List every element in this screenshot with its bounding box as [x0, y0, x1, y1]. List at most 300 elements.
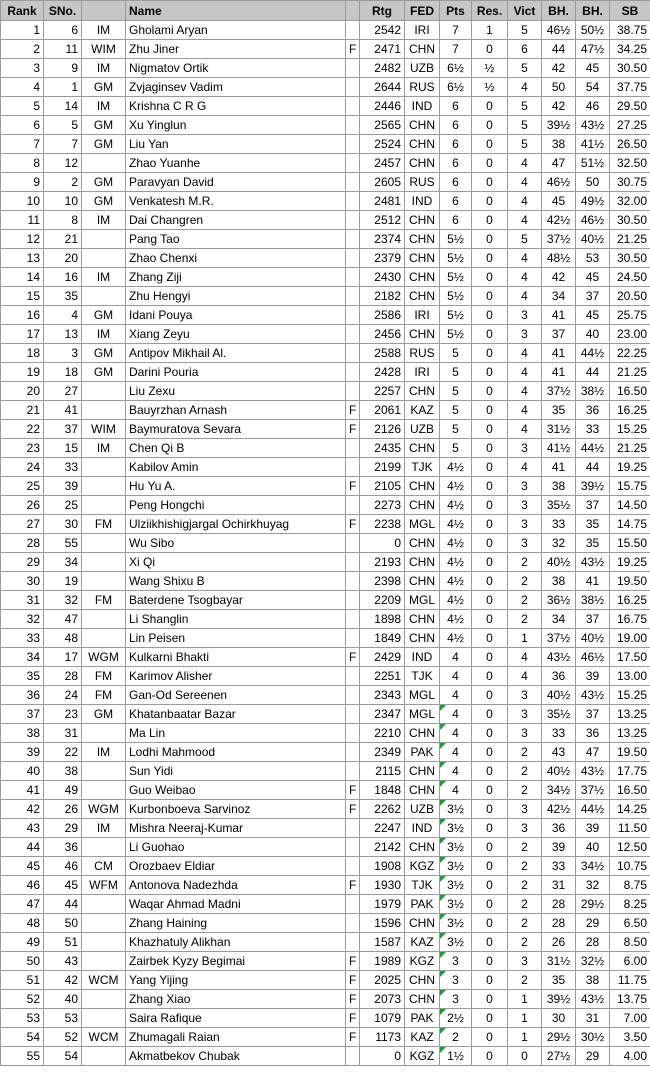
federation-cell: RUS [405, 173, 440, 192]
buchholz-2-cell: 30½ [576, 1028, 610, 1047]
buchholz-2-cell: 39½ [576, 477, 610, 496]
rank-cell: 52 [1, 990, 44, 1009]
federation-cell: CHN [405, 496, 440, 515]
buchholz-1-cell: 32 [542, 534, 576, 553]
sex-cell [346, 629, 360, 648]
victories-cell: 1 [508, 629, 542, 648]
sex-cell [346, 762, 360, 781]
start-number-cell: 30 [44, 515, 82, 534]
start-number-cell: 3 [44, 344, 82, 363]
points-cell: 3½ [440, 914, 472, 933]
start-number-cell: 51 [44, 933, 82, 952]
victories-cell: 4 [508, 344, 542, 363]
victories-cell: 2 [508, 857, 542, 876]
victories-cell: 4 [508, 211, 542, 230]
buchholz-2-cell: 50 [576, 173, 610, 192]
points-cell: 4½ [440, 496, 472, 515]
rating-cell: 2605 [360, 173, 405, 192]
title-cell: WFM [82, 876, 126, 895]
table-row [1, 306, 650, 325]
table-row [1, 705, 650, 724]
start-number-cell: 13 [44, 325, 82, 344]
table-row [1, 420, 650, 439]
start-number-cell: 38 [44, 762, 82, 781]
buchholz-1-cell: 34½ [542, 781, 576, 800]
points-cell: 5 [440, 401, 472, 420]
rank-cell: 43 [1, 819, 44, 838]
buchholz-1-cell: 35½ [542, 496, 576, 515]
result-cell: 0 [472, 116, 508, 135]
sb-cell: 4.00 [610, 1047, 650, 1066]
buchholz-2-cell: 44½ [576, 800, 610, 819]
sex-cell [346, 268, 360, 287]
start-number-cell: 12 [44, 154, 82, 173]
sex-cell [346, 724, 360, 743]
title-cell [82, 553, 126, 572]
federation-cell: MGL [405, 591, 440, 610]
buchholz-1-cell: 38 [542, 135, 576, 154]
rating-cell: 1587 [360, 933, 405, 952]
rating-cell: 0 [360, 1047, 405, 1066]
title-cell: WCM [82, 1028, 126, 1047]
federation-cell: CHN [405, 724, 440, 743]
rating-cell: 1908 [360, 857, 405, 876]
player-name-cell: Paravyan David [126, 173, 346, 192]
start-number-cell: 14 [44, 97, 82, 116]
title-cell: FM [82, 591, 126, 610]
buchholz-2-cell: 34½ [576, 857, 610, 876]
header-row [1, 1, 650, 21]
title-cell: FM [82, 515, 126, 534]
buchholz-2-cell: 32 [576, 876, 610, 895]
points-cell: 3½ [440, 819, 472, 838]
rank-cell: 37 [1, 705, 44, 724]
buchholz-1-cell: 34 [542, 287, 576, 306]
sex-cell [346, 59, 360, 78]
rank-cell: 18 [1, 344, 44, 363]
points-cell: 4½ [440, 553, 472, 572]
rating-cell: 1979 [360, 895, 405, 914]
buchholz-2-cell: 46 [576, 97, 610, 116]
result-cell: 0 [472, 800, 508, 819]
header-sno: SNo. [44, 1, 82, 21]
buchholz-2-cell: 43½ [576, 116, 610, 135]
buchholz-1-cell: 39½ [542, 116, 576, 135]
buchholz-2-cell: 49½ [576, 192, 610, 211]
result-cell: 0 [472, 515, 508, 534]
victories-cell: 2 [508, 971, 542, 990]
title-cell: IM [82, 268, 126, 287]
table-row [1, 192, 650, 211]
table-row [1, 496, 650, 515]
sex-cell [346, 325, 360, 344]
table-row [1, 933, 650, 952]
buchholz-1-cell: 31 [542, 876, 576, 895]
player-name-cell: Kurbonboeva Sarvinoz [126, 800, 346, 819]
table-row [1, 819, 650, 838]
rank-cell: 12 [1, 230, 44, 249]
player-name-cell: Lin Peisen [126, 629, 346, 648]
start-number-cell: 23 [44, 705, 82, 724]
sex-cell [346, 211, 360, 230]
sb-cell: 14.75 [610, 515, 650, 534]
rank-cell: 31 [1, 591, 44, 610]
points-cell: 6 [440, 211, 472, 230]
sex-cell [346, 135, 360, 154]
table-row [1, 173, 650, 192]
rank-cell: 41 [1, 781, 44, 800]
points-cell: 5 [440, 344, 472, 363]
player-name-cell: Gan-Od Sereenen [126, 686, 346, 705]
result-cell: 0 [472, 135, 508, 154]
buchholz-2-cell: 29 [576, 914, 610, 933]
victories-cell: 3 [508, 800, 542, 819]
sb-cell: 25.75 [610, 306, 650, 325]
table-row [1, 686, 650, 705]
sb-cell: 32.50 [610, 154, 650, 173]
buchholz-2-cell: 36 [576, 401, 610, 420]
result-cell: 0 [472, 496, 508, 515]
player-name-cell: Gholami Aryan [126, 21, 346, 40]
points-cell: 4½ [440, 477, 472, 496]
victories-cell: 3 [508, 477, 542, 496]
sex-cell: F [346, 420, 360, 439]
table-row [1, 249, 650, 268]
buchholz-1-cell: 41 [542, 458, 576, 477]
result-cell: 1 [472, 21, 508, 40]
player-name-cell: Xu Yinglun [126, 116, 346, 135]
sex-cell: F [346, 648, 360, 667]
federation-cell: RUS [405, 78, 440, 97]
federation-cell: IND [405, 97, 440, 116]
buchholz-1-cell: 41 [542, 363, 576, 382]
sb-cell: 14.50 [610, 496, 650, 515]
buchholz-2-cell: 37½ [576, 781, 610, 800]
sb-cell: 7.00 [610, 1009, 650, 1028]
start-number-cell: 27 [44, 382, 82, 401]
victories-cell: 2 [508, 914, 542, 933]
rank-cell: 23 [1, 439, 44, 458]
start-number-cell: 32 [44, 591, 82, 610]
buchholz-1-cell: 42 [542, 97, 576, 116]
title-cell [82, 781, 126, 800]
sb-cell: 6.00 [610, 952, 650, 971]
sex-cell [346, 458, 360, 477]
sex-cell: F [346, 971, 360, 990]
buchholz-1-cell: 28 [542, 914, 576, 933]
header-title [82, 1, 126, 21]
rank-cell: 50 [1, 952, 44, 971]
sb-cell: 17.50 [610, 648, 650, 667]
player-name-cell: Guo Weibao [126, 781, 346, 800]
buchholz-2-cell: 32½ [576, 952, 610, 971]
player-name-cell: Wang Shixu B [126, 572, 346, 591]
start-number-cell: 34 [44, 553, 82, 572]
result-cell: 0 [472, 591, 508, 610]
buchholz-2-cell: 37 [576, 287, 610, 306]
sb-cell: 13.25 [610, 705, 650, 724]
buchholz-2-cell: 40½ [576, 230, 610, 249]
victories-cell: 4 [508, 78, 542, 97]
title-cell: GM [82, 78, 126, 97]
title-cell: IM [82, 439, 126, 458]
table-row [1, 515, 650, 534]
buchholz-1-cell: 37½ [542, 230, 576, 249]
start-number-cell: 42 [44, 971, 82, 990]
rank-cell: 27 [1, 515, 44, 534]
sb-cell: 21.25 [610, 363, 650, 382]
sex-cell [346, 496, 360, 515]
points-cell: 5 [440, 420, 472, 439]
buchholz-1-cell: 26 [542, 933, 576, 952]
start-number-cell: 19 [44, 572, 82, 591]
points-cell: 3 [440, 971, 472, 990]
points-cell: 4½ [440, 591, 472, 610]
title-cell [82, 1009, 126, 1028]
points-cell: 4 [440, 781, 472, 800]
federation-cell: CHN [405, 287, 440, 306]
rank-cell: 36 [1, 686, 44, 705]
rank-cell: 19 [1, 363, 44, 382]
title-cell [82, 914, 126, 933]
points-cell: 6 [440, 154, 472, 173]
rank-cell: 55 [1, 1047, 44, 1066]
result-cell: 0 [472, 40, 508, 59]
buchholz-2-cell: 38½ [576, 382, 610, 401]
start-number-cell: 49 [44, 781, 82, 800]
victories-cell: 5 [508, 135, 542, 154]
buchholz-1-cell: 34 [542, 610, 576, 629]
title-cell: IM [82, 97, 126, 116]
points-cell: 2½ [440, 1009, 472, 1028]
rating-cell: 2199 [360, 458, 405, 477]
rank-cell: 4 [1, 78, 44, 97]
victories-cell: 3 [508, 724, 542, 743]
buchholz-1-cell: 39 [542, 838, 576, 857]
buchholz-2-cell: 53 [576, 249, 610, 268]
buchholz-1-cell: 38 [542, 572, 576, 591]
result-cell: 0 [472, 857, 508, 876]
victories-cell: 4 [508, 363, 542, 382]
rank-cell: 49 [1, 933, 44, 952]
rating-cell: 2471 [360, 40, 405, 59]
buchholz-2-cell: 35 [576, 515, 610, 534]
title-cell [82, 629, 126, 648]
start-number-cell: 44 [44, 895, 82, 914]
points-cell: 6 [440, 135, 472, 154]
sex-cell [346, 230, 360, 249]
sex-cell [346, 705, 360, 724]
sex-cell: F [346, 781, 360, 800]
title-cell [82, 230, 126, 249]
start-number-cell: 20 [44, 249, 82, 268]
result-cell: 0 [472, 876, 508, 895]
title-cell [82, 496, 126, 515]
rating-cell: 2262 [360, 800, 405, 819]
header-name: Name [126, 1, 346, 21]
title-cell: GM [82, 705, 126, 724]
result-cell: ½ [472, 59, 508, 78]
federation-cell: KAZ [405, 933, 440, 952]
sb-cell: 34.25 [610, 40, 650, 59]
table-row [1, 78, 650, 97]
sex-cell [346, 895, 360, 914]
victories-cell: 1 [508, 990, 542, 1009]
victories-cell: 4 [508, 268, 542, 287]
table-row [1, 268, 650, 287]
start-number-cell: 37 [44, 420, 82, 439]
player-name-cell: Liu Zexu [126, 382, 346, 401]
standings-body [1, 21, 650, 1066]
start-number-cell: 43 [44, 952, 82, 971]
start-number-cell: 24 [44, 686, 82, 705]
title-cell [82, 990, 126, 1009]
result-cell: 0 [472, 287, 508, 306]
points-cell: 5 [440, 382, 472, 401]
victories-cell: 1 [508, 1028, 542, 1047]
sex-cell [346, 1047, 360, 1066]
buchholz-2-cell: 31 [576, 1009, 610, 1028]
points-cell: 6 [440, 173, 472, 192]
buchholz-1-cell: 35½ [542, 705, 576, 724]
title-cell [82, 952, 126, 971]
victories-cell: 4 [508, 401, 542, 420]
rating-cell: 1848 [360, 781, 405, 800]
points-cell: 4½ [440, 610, 472, 629]
points-cell: 6 [440, 97, 472, 116]
victories-cell: 2 [508, 876, 542, 895]
federation-cell: RUS [405, 344, 440, 363]
sb-cell: 11.75 [610, 971, 650, 990]
points-cell: 6½ [440, 78, 472, 97]
table-row [1, 154, 650, 173]
points-cell: 4 [440, 762, 472, 781]
buchholz-1-cell: 42 [542, 59, 576, 78]
points-cell: 5 [440, 363, 472, 382]
result-cell: 0 [472, 382, 508, 401]
table-row [1, 477, 650, 496]
sex-cell [346, 914, 360, 933]
victories-cell: 4 [508, 192, 542, 211]
rating-cell: 1930 [360, 876, 405, 895]
buchholz-1-cell: 44 [542, 40, 576, 59]
rating-cell: 2105 [360, 477, 405, 496]
start-number-cell: 55 [44, 534, 82, 553]
sex-cell [346, 363, 360, 382]
rating-cell: 1849 [360, 629, 405, 648]
rank-cell: 28 [1, 534, 44, 553]
title-cell [82, 933, 126, 952]
title-cell: FM [82, 667, 126, 686]
sex-cell [346, 591, 360, 610]
player-name-cell: Xiang Zeyu [126, 325, 346, 344]
federation-cell: CHN [405, 838, 440, 857]
rank-cell: 39 [1, 743, 44, 762]
buchholz-1-cell: 33 [542, 724, 576, 743]
federation-cell: CHN [405, 914, 440, 933]
title-cell: IM [82, 325, 126, 344]
sb-cell: 30.75 [610, 173, 650, 192]
sex-cell [346, 857, 360, 876]
sb-cell: 16.50 [610, 781, 650, 800]
rating-cell: 2588 [360, 344, 405, 363]
result-cell: 0 [472, 667, 508, 686]
sb-cell: 15.25 [610, 686, 650, 705]
federation-cell: MGL [405, 686, 440, 705]
rank-cell: 22 [1, 420, 44, 439]
buchholz-2-cell: 36 [576, 724, 610, 743]
result-cell: 0 [472, 553, 508, 572]
table-row [1, 211, 650, 230]
table-row [1, 40, 650, 59]
start-number-cell: 4 [44, 306, 82, 325]
table-row [1, 952, 650, 971]
rank-cell: 47 [1, 895, 44, 914]
federation-cell: CHN [405, 572, 440, 591]
sex-cell [346, 192, 360, 211]
title-cell [82, 572, 126, 591]
sb-cell: 20.50 [610, 287, 650, 306]
buchholz-2-cell: 37 [576, 610, 610, 629]
start-number-cell: 21 [44, 230, 82, 249]
points-cell: 6 [440, 192, 472, 211]
federation-cell: CHN [405, 382, 440, 401]
buchholz-2-cell: 40 [576, 838, 610, 857]
victories-cell: 3 [508, 515, 542, 534]
points-cell: 5½ [440, 287, 472, 306]
header-sonneborn-berger: SB [610, 1, 650, 21]
victories-cell: 4 [508, 648, 542, 667]
player-name-cell: Wu Sibo [126, 534, 346, 553]
sb-cell: 11.50 [610, 819, 650, 838]
table-row [1, 629, 650, 648]
rank-cell: 21 [1, 401, 44, 420]
title-cell [82, 1047, 126, 1066]
start-number-cell: 11 [44, 40, 82, 59]
player-name-cell: Idani Pouya [126, 306, 346, 325]
title-cell: IM [82, 743, 126, 762]
victories-cell: 4 [508, 154, 542, 173]
rating-cell: 1079 [360, 1009, 405, 1028]
sex-cell [346, 553, 360, 572]
victories-cell: 3 [508, 952, 542, 971]
points-cell: 7 [440, 21, 472, 40]
rank-cell: 30 [1, 572, 44, 591]
victories-cell: 4 [508, 173, 542, 192]
result-cell: 0 [472, 97, 508, 116]
buchholz-1-cell: 39½ [542, 990, 576, 1009]
buchholz-2-cell: 50½ [576, 21, 610, 40]
sb-cell: 38.75 [610, 21, 650, 40]
sb-cell: 13.25 [610, 724, 650, 743]
federation-cell: IND [405, 648, 440, 667]
result-cell: 0 [472, 762, 508, 781]
buchholz-1-cell: 36 [542, 819, 576, 838]
title-cell [82, 762, 126, 781]
rank-cell: 1 [1, 21, 44, 40]
result-cell: 0 [472, 971, 508, 990]
buchholz-1-cell: 41½ [542, 439, 576, 458]
rank-cell: 6 [1, 116, 44, 135]
rating-cell: 1898 [360, 610, 405, 629]
buchholz-1-cell: 28 [542, 895, 576, 914]
federation-cell: CHN [405, 439, 440, 458]
header-federation: FED [405, 1, 440, 21]
buchholz-2-cell: 43½ [576, 553, 610, 572]
start-number-cell: 52 [44, 1028, 82, 1047]
player-name-cell: Venkatesh M.R. [126, 192, 346, 211]
points-cell: 4½ [440, 458, 472, 477]
